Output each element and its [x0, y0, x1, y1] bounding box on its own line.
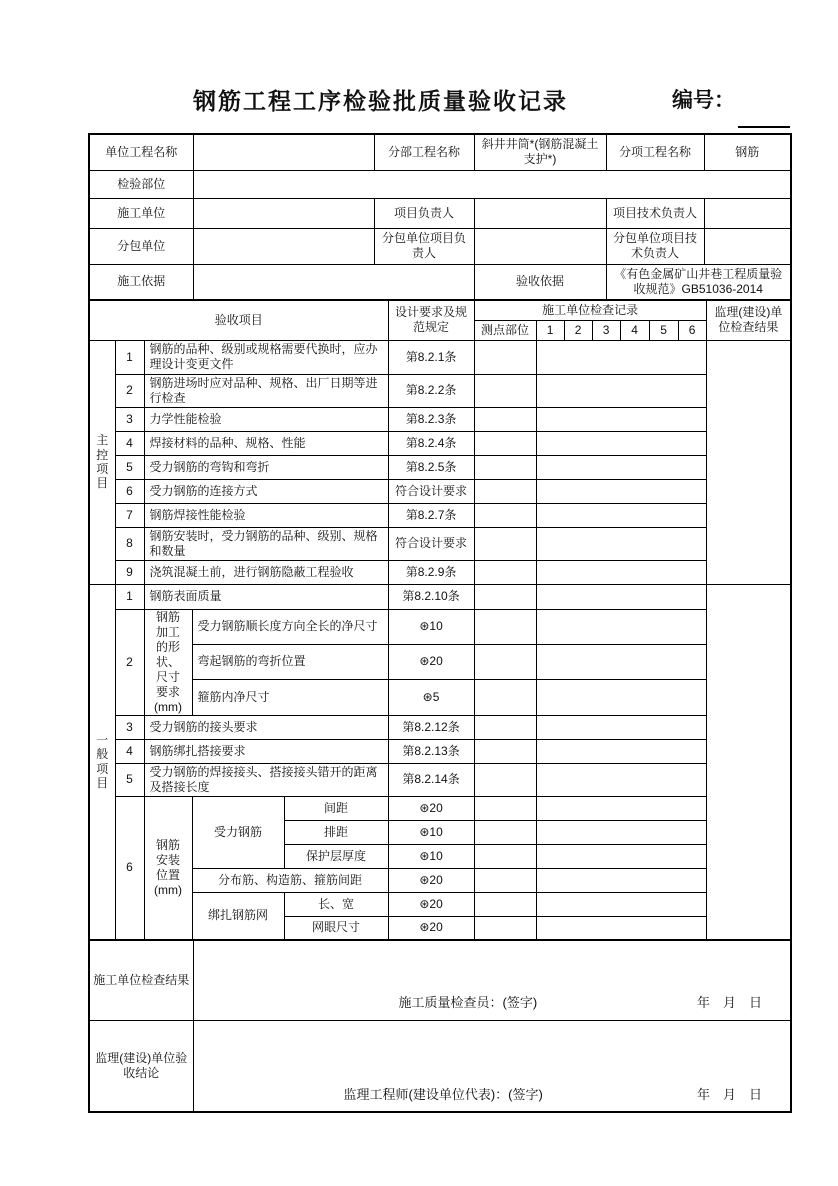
general-section-label: 一般项目: [89, 584, 115, 940]
item-text: 受力钢筋的接头要求: [144, 715, 388, 739]
items-table: [88, 299, 792, 941]
check-record-cell[interactable]: [536, 739, 706, 763]
supervisor-conclusion-label: 监理(建设)单位验收结论: [89, 1020, 193, 1112]
acceptance-item-header: 验收项目: [89, 300, 388, 340]
check-record-cell[interactable]: [536, 584, 706, 609]
main-item-row: [89, 407, 791, 431]
item-no: 5: [115, 763, 144, 796]
item-spec: ⊛5: [388, 680, 474, 715]
main-item-row: [89, 503, 791, 527]
check-record-cell[interactable]: [536, 431, 706, 455]
row-subcontractor: [89, 228, 791, 264]
check-record-cell[interactable]: [536, 763, 706, 796]
builder-label: 施工单位: [89, 198, 193, 228]
pm-label: 项目负责人: [374, 198, 474, 228]
inspection-part-label: 检验部位: [89, 170, 193, 198]
item-spec: ⊛20: [388, 868, 474, 892]
main-item-row: [89, 560, 791, 584]
sub-pm-label: 分包单位项目负责人: [374, 228, 474, 264]
item-no: 1: [115, 584, 144, 609]
check-record-cell[interactable]: [536, 820, 706, 844]
general-item-row: [89, 715, 791, 739]
item-text: 力学性能检验: [144, 407, 388, 431]
item-spec: 第8.2.9条: [388, 560, 474, 584]
measure-point-cell[interactable]: [474, 868, 536, 892]
item-no: 5: [115, 455, 144, 479]
item-text: 钢筋表面质量: [144, 584, 388, 609]
check-record-cell[interactable]: [536, 479, 706, 503]
item-text: 间距: [284, 796, 388, 820]
check-record-cell[interactable]: [536, 407, 706, 431]
item-no: 2: [115, 374, 144, 407]
subitem-label: 分项工程名称: [606, 134, 704, 170]
check-record-cell[interactable]: [536, 844, 706, 868]
accept-basis-label: 验收依据: [474, 264, 606, 300]
col-2-header: 2: [564, 320, 592, 340]
measure-point-cell[interactable]: [474, 455, 536, 479]
main-section-label: 主控项目: [89, 340, 115, 584]
point-header: 测点部位: [474, 320, 536, 340]
item-no: 6: [115, 796, 144, 940]
item-text: 钢筋安装时，受力钢筋的品种、级别、规格和数量: [144, 527, 388, 560]
col-4-header: 4: [620, 320, 649, 340]
item-spec: 第8.2.7条: [388, 503, 474, 527]
check-record-cell[interactable]: [536, 560, 706, 584]
item-text: 钢筋焊接性能检验: [144, 503, 388, 527]
builder-date-label: 年 月 日: [696, 995, 762, 1011]
item-text: 受力钢筋顺长度方向全长的净尺寸: [192, 609, 388, 644]
item-spec: 第8.2.10条: [388, 584, 474, 609]
item-no: 2: [115, 609, 144, 715]
builder-sign-label: 施工质量检查员：(签字): [398, 995, 538, 1011]
item-no: 3: [115, 715, 144, 739]
item-spec: 第8.2.13条: [388, 739, 474, 763]
builder-result-area[interactable]: [193, 940, 791, 1020]
item6-subgroup1-label: 受力钢筋: [192, 796, 284, 868]
measure-point-cell[interactable]: [474, 820, 536, 844]
item-spec: 符合设计要求: [388, 527, 474, 560]
tech-label: 项目技术负责人: [606, 198, 704, 228]
item-no: 7: [115, 503, 144, 527]
measure-point-cell[interactable]: [474, 584, 536, 609]
sub-label: 分包单位: [89, 228, 193, 264]
item-no: 3: [115, 407, 144, 431]
division-value[interactable]: 斜井井筒*(钢筋混凝土支护*): [474, 134, 606, 170]
item-spec: ⊛10: [388, 844, 474, 868]
sub-tech-value[interactable]: [704, 228, 791, 264]
item-spec: ⊛10: [388, 820, 474, 844]
measure-point-cell[interactable]: [474, 560, 536, 584]
measure-point-cell[interactable]: [474, 340, 536, 374]
basis-label: 施工依据: [89, 264, 193, 300]
measure-point-cell[interactable]: [474, 892, 536, 916]
item6-subgroup2-label: 绑扎钢筋网: [192, 892, 284, 940]
item-spec: ⊛10: [388, 609, 474, 644]
design-req-header: 设计要求及规范规定: [388, 300, 474, 340]
supervisor-conclusion-area[interactable]: [193, 1020, 791, 1112]
main-item-row: [89, 340, 791, 374]
measure-point-cell[interactable]: [474, 374, 536, 407]
item-text: 网眼尺寸: [284, 916, 388, 940]
main-item-row: [89, 479, 791, 503]
page-title: 钢筋工程工序检验批质量验收记录: [193, 87, 568, 114]
general-item-row: [89, 763, 791, 796]
measure-point-cell[interactable]: [474, 916, 536, 940]
sub-pm-value[interactable]: [474, 228, 606, 264]
col-3-header: 3: [592, 320, 620, 340]
measure-point-cell[interactable]: [474, 407, 536, 431]
measure-point-cell[interactable]: [474, 527, 536, 560]
main-item-row: [89, 431, 791, 455]
measure-point-cell[interactable]: [474, 503, 536, 527]
item-no: 4: [115, 739, 144, 763]
main-item-row: [89, 527, 791, 560]
form-body: [88, 133, 790, 1113]
item-text: 分布筋、构造筋、箍筋间距: [192, 868, 388, 892]
division-label: 分部工程名称: [374, 134, 474, 170]
check-record-cell[interactable]: [536, 527, 706, 560]
row-inspection-part: [89, 170, 791, 198]
row-unit-project: [89, 134, 791, 170]
item-text: 排距: [284, 820, 388, 844]
check-record-cell[interactable]: [536, 715, 706, 739]
check-record-cell[interactable]: [536, 644, 706, 679]
general-item-row: [89, 892, 791, 916]
item-no: 4: [115, 431, 144, 455]
item-no: 1: [115, 340, 144, 374]
footer-table: [88, 939, 792, 1113]
basis-value[interactable]: [193, 264, 474, 300]
item-spec: 第8.2.1条: [388, 340, 474, 374]
item-text: 弯起钢筋的弯折位置: [192, 644, 388, 679]
item-spec: 第8.2.12条: [388, 715, 474, 739]
supervisor-sign-label: 监理工程师(建设单位代表)：(签字): [343, 1086, 543, 1102]
item-text: 保护层厚度: [284, 844, 388, 868]
item-spec: 第8.2.5条: [388, 455, 474, 479]
item-no: 9: [115, 560, 144, 584]
info-table: [88, 133, 792, 301]
measure-point-cell[interactable]: [474, 715, 536, 739]
measure-point-cell[interactable]: [474, 479, 536, 503]
builder-result-label: 施工单位检查结果: [89, 940, 193, 1020]
row-builder: [89, 198, 791, 228]
header-row-1: [89, 300, 791, 320]
check-record-cell[interactable]: [536, 868, 706, 892]
item-spec: 第8.2.4条: [388, 431, 474, 455]
item-no: 6: [115, 479, 144, 503]
main-item-row: [89, 374, 791, 407]
pm-value[interactable]: [474, 198, 606, 228]
item-text: 焊接材料的品种、规格、性能: [144, 431, 388, 455]
sub-value[interactable]: [193, 228, 374, 264]
main-item-row: [89, 455, 791, 479]
subitem-value[interactable]: 钢筋: [704, 134, 791, 170]
general-item-row: [89, 796, 791, 820]
item-text: 浇筑混凝土前，进行钢筋隐蔽工程验收: [144, 560, 388, 584]
item-text: 钢筋的品种、级别或规格需要代换时，应办理设计变更文件: [144, 340, 388, 374]
item-text: 长、宽: [284, 892, 388, 916]
builder-value[interactable]: [193, 198, 374, 228]
check-record-cell[interactable]: [536, 374, 706, 407]
item-spec: ⊛20: [388, 644, 474, 679]
item-text: 受力钢筋的弯钩和弯折: [144, 455, 388, 479]
item-spec: 符合设计要求: [388, 479, 474, 503]
supervisor-date-label: 年 月 日: [696, 1086, 762, 1102]
supervisor-result-header: 监理(建设)单位检查结果: [706, 300, 791, 340]
measure-point-cell[interactable]: [474, 680, 536, 715]
item-spec: 第8.2.2条: [388, 374, 474, 407]
check-record-cell[interactable]: [536, 503, 706, 527]
item-no: 8: [115, 527, 144, 560]
item-spec: 第8.2.14条: [388, 763, 474, 796]
item2-group-label: 钢筋加工的形状、尺寸要求(mm): [144, 609, 192, 715]
col-6-header: 6: [678, 320, 706, 340]
measure-point-cell[interactable]: [474, 796, 536, 820]
supervisor-result-main-cell[interactable]: [706, 340, 791, 584]
accept-basis-value: 《有色金属矿山井巷工程质量验收规范》GB51036-2014: [606, 264, 791, 300]
item-spec: ⊛20: [388, 916, 474, 940]
measure-point-cell[interactable]: [474, 844, 536, 868]
builder-result-row: [89, 940, 791, 1020]
check-record-cell[interactable]: [536, 609, 706, 644]
unit-project-value[interactable]: [193, 134, 374, 170]
check-record-cell[interactable]: [536, 455, 706, 479]
item-spec: 第8.2.3条: [388, 407, 474, 431]
col-5-header: 5: [649, 320, 678, 340]
builder-record-header: 施工单位检查记录: [474, 300, 706, 320]
check-record-cell[interactable]: [536, 892, 706, 916]
number-underline[interactable]: [738, 126, 790, 128]
general-item-row: [89, 644, 791, 679]
measure-point-cell[interactable]: [474, 609, 536, 644]
check-record-cell[interactable]: [536, 916, 706, 940]
general-item-row: [89, 609, 791, 644]
item-text: 受力钢筋的焊接接头、搭接接头错开的距离及搭接长度: [144, 763, 388, 796]
sub-tech-label: 分包单位项目技术负责人: [606, 228, 704, 264]
general-item-row: [89, 584, 791, 609]
measure-point-cell[interactable]: [474, 431, 536, 455]
item-text: 箍筋内净尺寸: [192, 680, 388, 715]
item-text: 钢筋进场时应对品种、规格、出厂日期等进行检查: [144, 374, 388, 407]
number-label: 编号：: [672, 89, 735, 112]
measure-point-cell[interactable]: [474, 644, 536, 679]
title-row: [88, 82, 790, 116]
measure-point-cell[interactable]: [474, 763, 536, 796]
general-item-row: [89, 680, 791, 715]
supervisor-conclusion-row: [89, 1020, 791, 1112]
item-spec: ⊛20: [388, 892, 474, 916]
inspection-part-value[interactable]: [193, 170, 791, 198]
item-text: 钢筋绑扎搭接要求: [144, 739, 388, 763]
item-spec: ⊛20: [388, 796, 474, 820]
item6-group-label: 钢筋安装位置(mm): [144, 796, 192, 940]
tech-value[interactable]: [704, 198, 791, 228]
check-record-cell[interactable]: [536, 340, 706, 374]
check-record-cell[interactable]: [536, 680, 706, 715]
item-text: 受力钢筋的连接方式: [144, 479, 388, 503]
general-item-row: [89, 739, 791, 763]
supervisor-result-general-cell[interactable]: [706, 584, 791, 940]
row-basis: [89, 264, 791, 300]
measure-point-cell[interactable]: [474, 739, 536, 763]
col-1-header: 1: [536, 320, 564, 340]
general-item-row: [89, 868, 791, 892]
check-record-cell[interactable]: [536, 796, 706, 820]
unit-project-label: 单位工程名称: [89, 134, 193, 170]
